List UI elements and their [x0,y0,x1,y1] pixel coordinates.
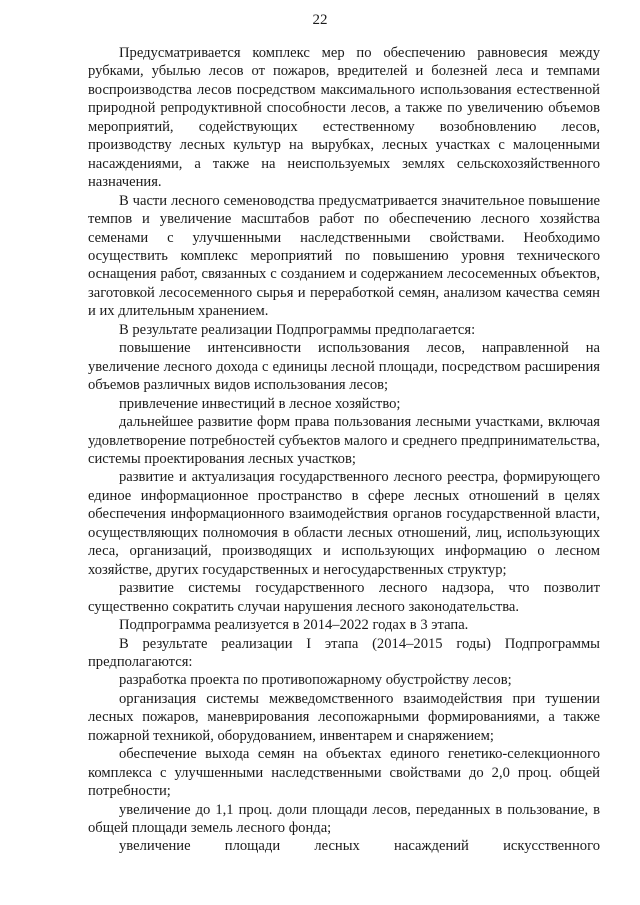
page-number: 22 [312,12,328,28]
list-item: привлечение инвестиций в лесное хозяйство; [119,395,401,412]
list-item: повышение интенсивности использования лесов, направленной на увеличение лесного дохода с единицы лесной площади, посредством расширения объемов различных видов использования лесов; [88,340,600,394]
paragraph: Предусматривается комплекс мер по обеспечению равновесия между рубками, убылью лесов от пожаров, вредителей и болезней леса и темпами воспроизводства лесов посредством максимального использования естественной природной репродуктивной способности лесов, а также по увеличению объемов мероприятий, содействующих естественному возобновлению лесов, производству лесных культур на вырубках, лесных участках с малоценными насаждениями, а также на неиспользуемых землях сельскохозяйственного назначения. [88,45,600,191]
list-item: дальнейшее развитие форм права пользования лесными участками, включая удовлетворение потребностей субъектов малого и среднего предпринимательства, системы проектирования лесных участков; [88,414,600,467]
paragraph: В части лесного семеноводства предусматривается значительное повышение темпов и увеличение масштабов работ по обеспечению лесного хозяйства семенами с улучшенными наследственными свойствами. Необходимо осуществить комплекс мероприятий по повышению уровня технического оснащения работ, связанных с созданием и содержанием лесосеменных объектов, заготовкой лесосеменного сырья и переработкой семян, анализом качества семян и их длительным хранением. [88,192,600,320]
paragraph: В результате реализации Подпрограммы предполагается: [119,321,476,338]
list-item: разработка проекта по противопожарному обустройству лесов; [119,672,512,689]
list-item: развитие системы государственного лесного надзора, что позволит существенно сократить случаи нарушения лесного законодательства. [88,580,600,615]
list-item: увеличение до 1,1 проц. доли площади лесов, переданных в пользование, в общей площади земель лесного фонда; [88,801,600,837]
list-item: организация системы межведомственного взаимодействия при тушении лесных пожаров, маневрирования лесопожарными формированиями, а также пожарной техникой, оборудованием, инвентарем и снаряжением; [88,690,600,744]
list-item: увеличение площади лесных насаждений искусственного [119,838,600,855]
paragraph: Подпрограмма реализуется в 2014–2022 годах в 3 этапа. [119,617,469,634]
document-body [88,44,600,856]
list-item: развитие и актуализация государственного лесного реестра, формирующего единое информационное пространство в сфере лесных отношений в целях обеспечения информационного взаимодействия органов государственной власти, осуществляющих полномочия в области лесных отношений, лиц, использующих леса, организаций, производящих и использующих информацию о лесном хозяйстве, других государственных и негосударственных структур; [88,469,600,578]
paragraph: В результате реализации I этапа (2014–2015 годы) Подпрограммы предполагаются: [88,635,600,670]
list-item: обеспечение выхода семян на объектах единого генетико-селекционного комплекса с улучшенными наследственными свойствами до 2,0 проц. общей потребности; [88,746,600,800]
